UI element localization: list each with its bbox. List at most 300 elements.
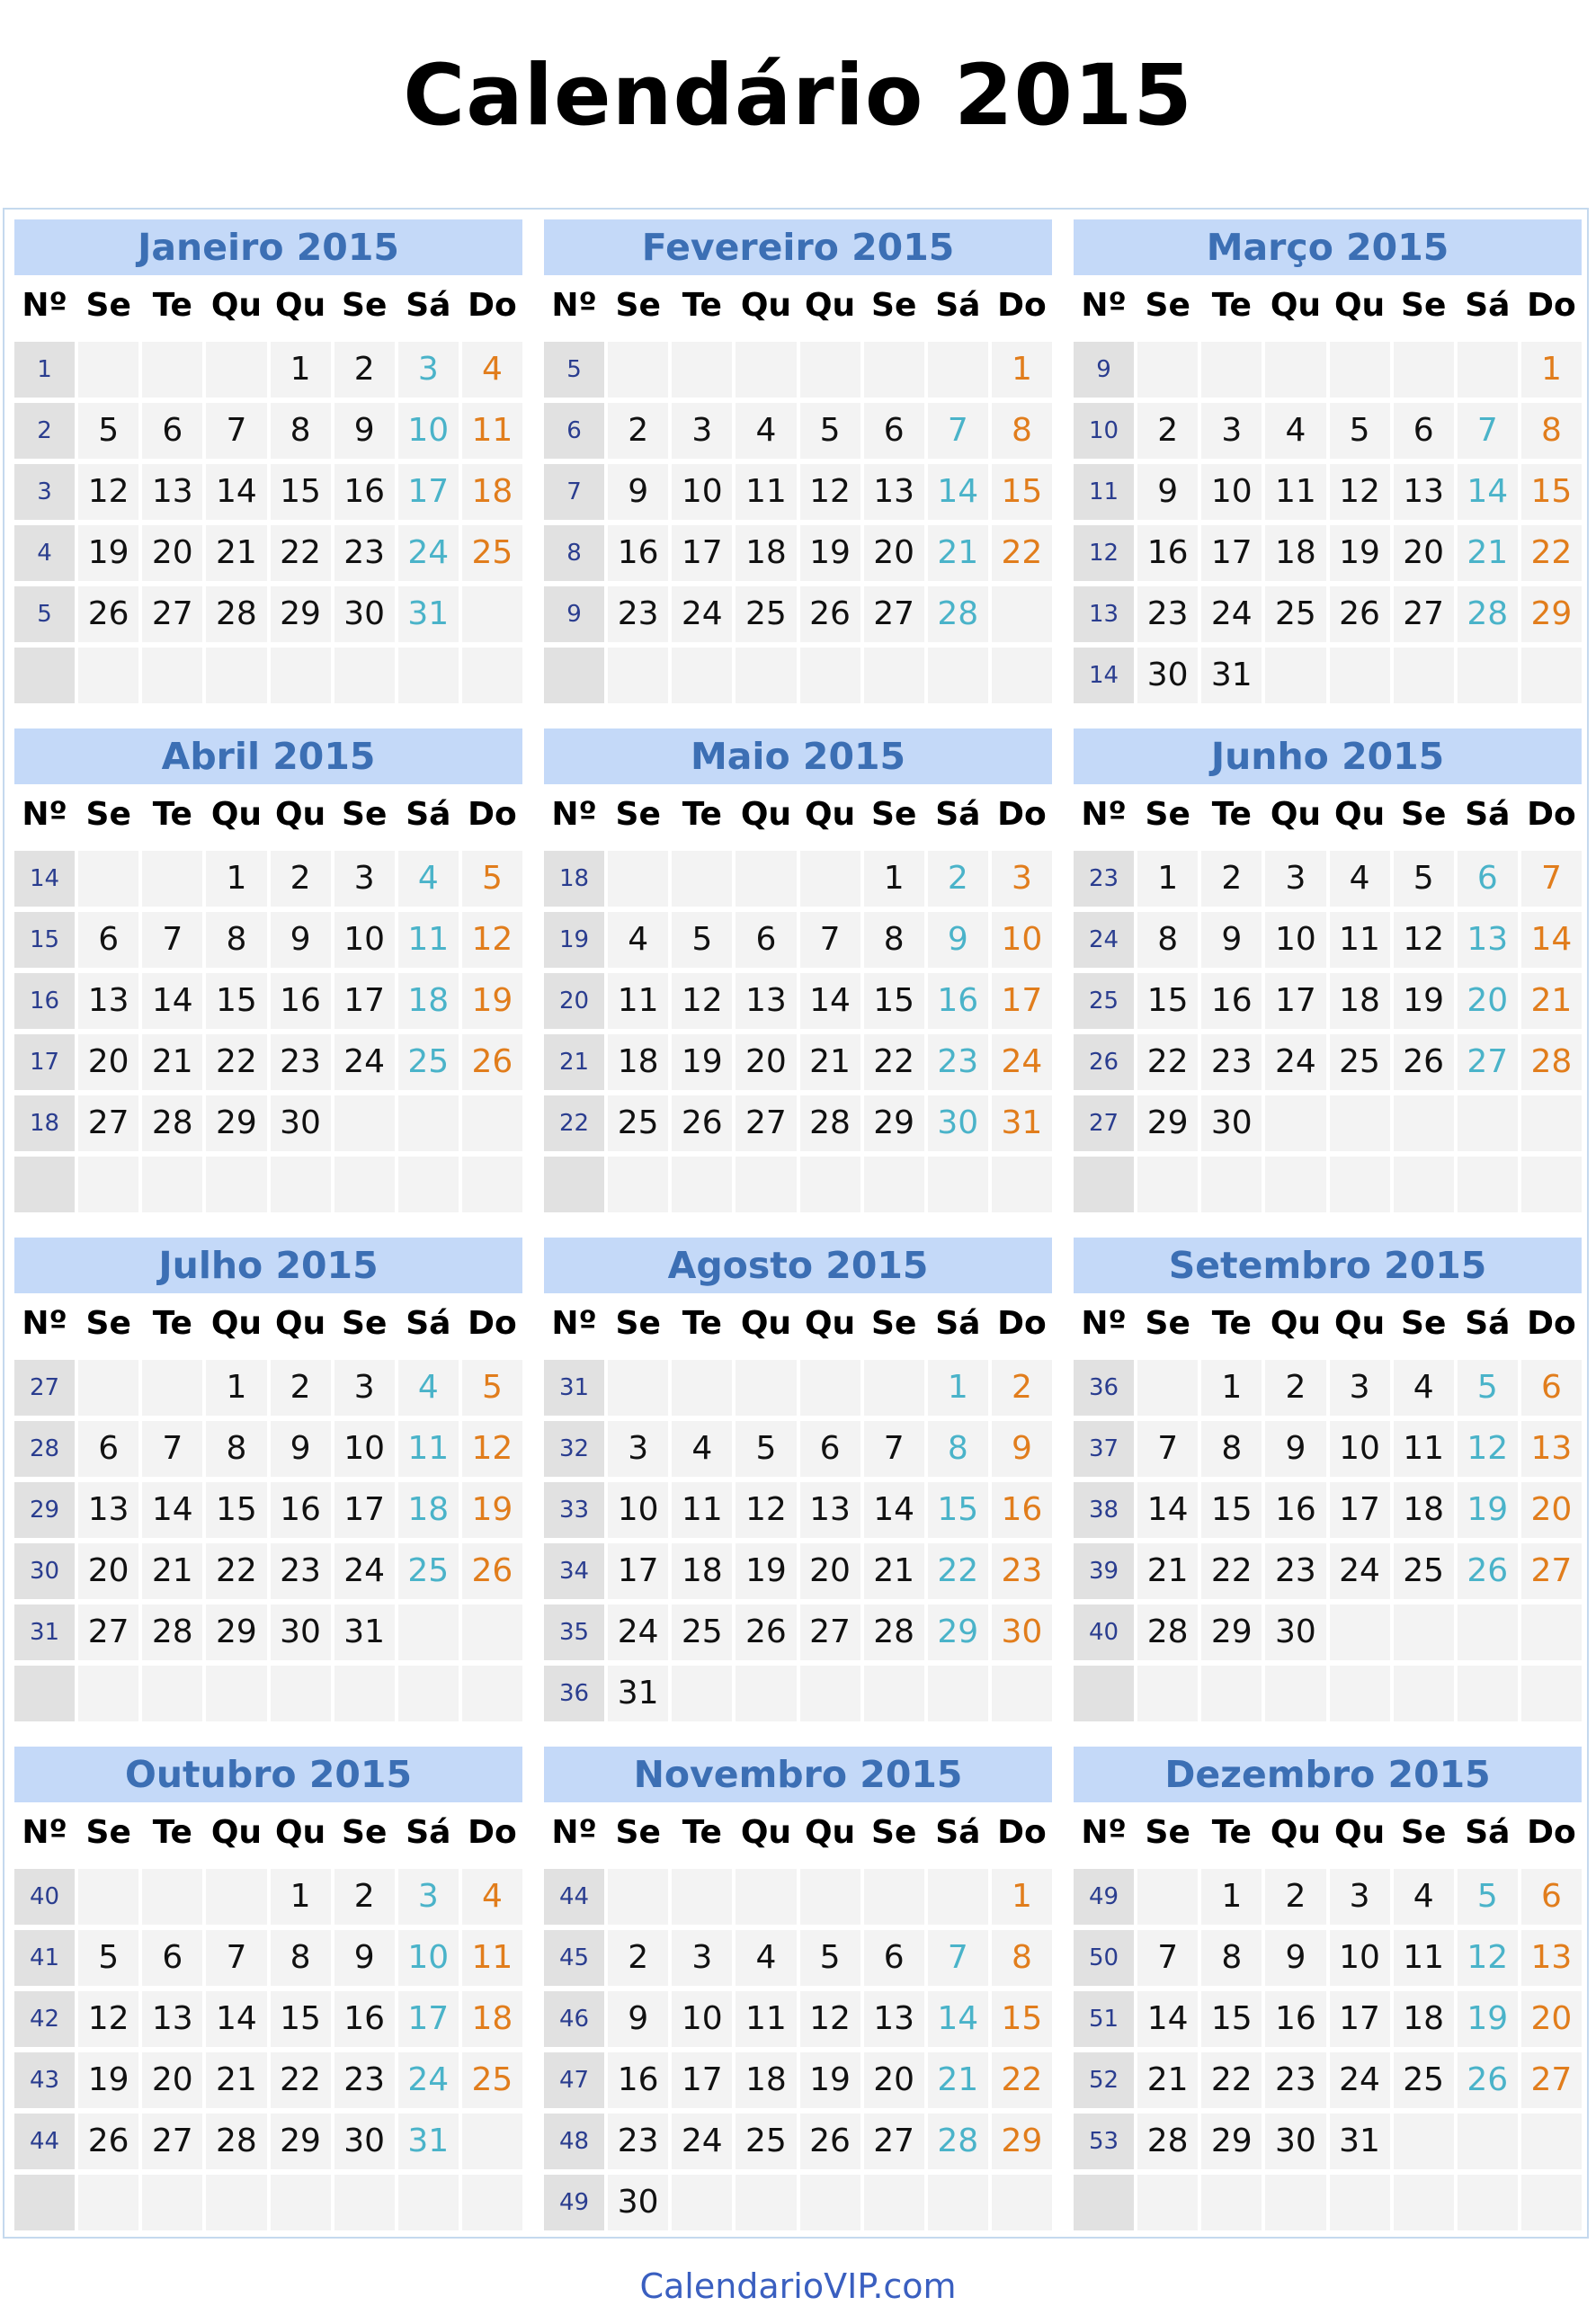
day-cell: 27	[800, 1604, 860, 1660]
day-cell: 3	[334, 1360, 395, 1416]
day-cell	[334, 1666, 395, 1721]
day-cell	[1330, 1666, 1390, 1721]
week-row	[14, 459, 522, 520]
day-cell: 6	[142, 403, 202, 459]
day-cell	[78, 1360, 138, 1416]
day-cell: 12	[1330, 464, 1390, 520]
day-cell: 30	[1265, 2114, 1325, 2169]
day-cell: 5	[78, 1930, 138, 1986]
day-cell: 24	[1201, 586, 1262, 642]
day-cell: 7	[1137, 1930, 1198, 1986]
day-cell: 6	[1394, 403, 1454, 459]
day-cell: 7	[1137, 1421, 1198, 1477]
day-cell	[864, 1869, 924, 1925]
week-row	[1074, 907, 1582, 968]
day-cell: 21	[1137, 1543, 1198, 1599]
weekday-header: Sá	[928, 1802, 988, 1864]
day-cell	[334, 2175, 395, 2230]
weekday-header: Se	[334, 784, 395, 845]
weekday-header: Te	[142, 784, 202, 845]
day-cell: 27	[1394, 586, 1454, 642]
weekday-header-row	[14, 1802, 522, 1864]
day-cell	[736, 1666, 796, 1721]
day-cell: 4	[608, 912, 668, 968]
day-cell: 8	[1201, 1930, 1262, 1986]
week-number-cell: 20	[544, 973, 604, 1029]
week-number-header: Nº	[1074, 1293, 1134, 1354]
day-cell: 13	[78, 973, 138, 1029]
day-cell: 27	[864, 2114, 924, 2169]
day-cell: 24	[334, 1034, 395, 1090]
day-cell: 14	[206, 1991, 266, 2047]
week-number-cell: 19	[544, 912, 604, 968]
day-cell: 17	[334, 973, 395, 1029]
day-cell	[206, 1666, 266, 1721]
day-cell: 28	[1137, 2114, 1198, 2169]
day-cell	[800, 851, 860, 907]
weekday-header-row	[544, 1802, 1052, 1864]
week-number-cell: 36	[1074, 1360, 1134, 1416]
day-cell: 12	[800, 1991, 860, 2047]
weekday-header: Se	[864, 1802, 924, 1864]
week-number-cell	[14, 648, 75, 703]
week-row	[544, 1029, 1052, 1090]
day-cell: 5	[672, 912, 732, 968]
day-cell: 13	[142, 464, 202, 520]
day-cell: 12	[736, 1482, 796, 1538]
week-row	[14, 520, 522, 581]
day-cell	[1137, 2175, 1198, 2230]
weekday-header: Qu	[206, 784, 266, 845]
week-number-cell: 46	[544, 1991, 604, 2047]
weekday-header: Se	[608, 1293, 668, 1354]
day-cell: 21	[142, 1543, 202, 1599]
day-cell: 17	[334, 1482, 395, 1538]
week-row	[14, 1864, 522, 1925]
month-title: Agosto 2015	[544, 1238, 1052, 1293]
weekday-header: Se	[78, 784, 138, 845]
day-cell: 28	[142, 1604, 202, 1660]
day-cell: 1	[864, 851, 924, 907]
week-row	[544, 2108, 1052, 2169]
week-row	[544, 845, 1052, 907]
day-cell: 27	[142, 586, 202, 642]
weekday-header: Qu	[1265, 784, 1325, 845]
day-cell: 1	[992, 1869, 1052, 1925]
day-cell: 21	[1137, 2052, 1198, 2108]
week-number-cell: 6	[544, 403, 604, 459]
week-row	[544, 642, 1052, 703]
week-number-cell: 27	[14, 1360, 75, 1416]
week-number-cell: 40	[14, 1869, 75, 1925]
day-cell	[1458, 2114, 1518, 2169]
week-number-cell: 38	[1074, 1482, 1134, 1538]
day-cell	[1394, 1666, 1454, 1721]
day-cell: 14	[142, 1482, 202, 1538]
week-number-cell: 45	[544, 1930, 604, 1986]
week-row	[1074, 968, 1582, 1029]
day-cell	[992, 648, 1052, 703]
day-cell: 13	[78, 1482, 138, 1538]
day-cell: 20	[1521, 1991, 1582, 2047]
day-cell: 18	[462, 1991, 522, 2047]
day-cell: 1	[1201, 1869, 1262, 1925]
weekday-header-row	[544, 1293, 1052, 1354]
day-cell: 28	[1521, 1034, 1582, 1090]
day-cell	[78, 1157, 138, 1212]
week-number-cell: 42	[14, 1991, 75, 2047]
day-cell: 12	[1458, 1421, 1518, 1477]
week-number-cell: 32	[544, 1421, 604, 1477]
day-cell: 4	[1330, 851, 1390, 907]
day-cell	[1201, 1666, 1262, 1721]
day-cell: 25	[462, 2052, 522, 2108]
day-cell	[462, 2175, 522, 2230]
week-row	[14, 2169, 522, 2230]
day-cell: 9	[1265, 1421, 1325, 1477]
day-cell: 2	[271, 851, 331, 907]
weekday-header: Se	[1137, 1802, 1198, 1864]
day-cell: 22	[992, 525, 1052, 581]
week-number-cell: 31	[14, 1604, 75, 1660]
month-title: Dezembro 2015	[1074, 1747, 1582, 1802]
day-cell: 30	[271, 1095, 331, 1151]
day-cell: 15	[1521, 464, 1582, 520]
week-row	[544, 1660, 1052, 1721]
week-row	[1074, 642, 1582, 703]
weekday-header: Qu	[271, 784, 331, 845]
weekday-header: Qu	[1330, 1293, 1390, 1354]
week-number-cell: 53	[1074, 2114, 1134, 2169]
day-cell	[736, 1360, 796, 1416]
week-number-cell	[14, 2175, 75, 2230]
day-cell: 19	[736, 1543, 796, 1599]
day-cell: 24	[398, 525, 459, 581]
day-cell: 30	[1265, 1604, 1325, 1660]
week-row	[1074, 1660, 1582, 1721]
day-cell: 20	[864, 525, 924, 581]
week-row	[14, 1986, 522, 2047]
day-cell: 2	[1265, 1360, 1325, 1416]
day-cell: 15	[992, 464, 1052, 520]
day-cell: 16	[608, 525, 668, 581]
day-cell	[1458, 648, 1518, 703]
day-cell: 29	[928, 1604, 988, 1660]
day-cell	[142, 342, 202, 398]
weekday-header: Te	[142, 275, 202, 336]
day-cell: 8	[206, 912, 266, 968]
week-number-cell: 21	[544, 1034, 604, 1090]
day-cell: 2	[334, 1869, 395, 1925]
day-cell: 17	[672, 2052, 732, 2108]
day-cell	[78, 1666, 138, 1721]
week-row	[1074, 2047, 1582, 2108]
day-cell	[1201, 1157, 1262, 1212]
week-row	[544, 1864, 1052, 1925]
day-cell: 19	[462, 1482, 522, 1538]
day-cell	[1521, 2114, 1582, 2169]
day-cell: 6	[78, 1421, 138, 1477]
day-cell: 2	[1137, 403, 1198, 459]
week-number-cell: 30	[14, 1543, 75, 1599]
day-cell	[1458, 1666, 1518, 1721]
day-cell: 18	[462, 464, 522, 520]
day-cell: 25	[1394, 2052, 1454, 2108]
day-cell	[1137, 342, 1198, 398]
day-cell	[1394, 2175, 1454, 2230]
day-cell: 1	[271, 1869, 331, 1925]
day-cell: 4	[462, 1869, 522, 1925]
day-cell	[1137, 1666, 1198, 1721]
day-cell	[398, 2175, 459, 2230]
day-cell	[142, 1157, 202, 1212]
week-row	[1074, 1416, 1582, 1477]
week-row	[544, 336, 1052, 398]
day-cell: 28	[206, 2114, 266, 2169]
week-number-cell: 1	[14, 342, 75, 398]
day-cell: 19	[800, 2052, 860, 2108]
month-block	[14, 1238, 522, 1721]
weekday-header: Sá	[398, 275, 459, 336]
day-cell	[864, 342, 924, 398]
week-number-cell: 25	[1074, 973, 1134, 1029]
day-cell: 7	[864, 1421, 924, 1477]
day-cell: 24	[672, 2114, 732, 2169]
day-cell: 14	[1521, 912, 1582, 968]
day-cell	[78, 342, 138, 398]
week-number-cell: 51	[1074, 1991, 1134, 2047]
day-cell: 18	[608, 1034, 668, 1090]
day-cell	[800, 1360, 860, 1416]
week-number-cell: 28	[14, 1421, 75, 1477]
day-cell	[398, 1095, 459, 1151]
day-cell: 28	[864, 1604, 924, 1660]
day-cell: 6	[864, 403, 924, 459]
day-cell	[1330, 1157, 1390, 1212]
day-cell: 11	[608, 973, 668, 1029]
week-number-cell: 49	[1074, 1869, 1134, 1925]
weekday-header: Qu	[736, 784, 796, 845]
day-cell: 28	[928, 2114, 988, 2169]
day-cell: 4	[672, 1421, 732, 1477]
day-cell: 11	[1330, 912, 1390, 968]
weekday-header-row	[14, 1293, 522, 1354]
day-cell	[1330, 648, 1390, 703]
week-number-cell: 39	[1074, 1543, 1134, 1599]
day-cell: 7	[928, 1930, 988, 1986]
week-number-cell: 10	[1074, 403, 1134, 459]
day-cell: 16	[271, 1482, 331, 1538]
weekday-header: Sá	[398, 784, 459, 845]
day-cell	[736, 342, 796, 398]
day-cell: 27	[78, 1095, 138, 1151]
day-cell: 10	[398, 1930, 459, 1986]
day-cell: 2	[608, 1930, 668, 1986]
day-cell: 16	[334, 464, 395, 520]
day-cell: 13	[800, 1482, 860, 1538]
day-cell: 13	[1394, 464, 1454, 520]
week-number-cell: 17	[14, 1034, 75, 1090]
month-title: Junho 2015	[1074, 728, 1582, 784]
day-cell	[1521, 2175, 1582, 2230]
day-cell: 29	[206, 1095, 266, 1151]
day-cell: 25	[398, 1543, 459, 1599]
day-cell	[672, 648, 732, 703]
week-row	[1074, 1090, 1582, 1151]
day-cell: 30	[334, 2114, 395, 2169]
day-cell: 8	[206, 1421, 266, 1477]
weekday-header: Qu	[1265, 1293, 1325, 1354]
day-cell: 29	[864, 1095, 924, 1151]
weekday-header: Do	[992, 1802, 1052, 1864]
day-cell	[271, 2175, 331, 2230]
month-block	[14, 219, 522, 703]
day-cell	[608, 851, 668, 907]
day-cell	[206, 342, 266, 398]
weekday-header: Sá	[398, 1802, 459, 1864]
day-cell	[271, 648, 331, 703]
day-cell: 25	[1394, 1543, 1454, 1599]
day-cell: 15	[864, 973, 924, 1029]
weekday-header: Sá	[1458, 1293, 1518, 1354]
day-cell: 10	[672, 1991, 732, 2047]
day-cell: 1	[1137, 851, 1198, 907]
day-cell: 23	[271, 1034, 331, 1090]
month-block	[1074, 219, 1582, 703]
day-cell: 14	[1137, 1482, 1198, 1538]
week-row	[1074, 1986, 1582, 2047]
day-cell: 20	[864, 2052, 924, 2108]
day-cell: 9	[608, 1991, 668, 2047]
day-cell: 17	[1265, 973, 1325, 1029]
weekday-header: Qu	[800, 784, 860, 845]
day-cell: 3	[1330, 1360, 1390, 1416]
week-row	[544, 1538, 1052, 1599]
day-cell: 20	[78, 1543, 138, 1599]
day-cell: 16	[992, 1482, 1052, 1538]
week-row	[14, 642, 522, 703]
day-cell: 20	[736, 1034, 796, 1090]
day-cell: 26	[462, 1034, 522, 1090]
day-cell	[800, 1869, 860, 1925]
day-cell: 4	[462, 342, 522, 398]
day-cell	[800, 342, 860, 398]
day-cell: 18	[1330, 973, 1390, 1029]
day-cell: 7	[206, 1930, 266, 1986]
day-cell: 25	[462, 525, 522, 581]
month-block	[1074, 1238, 1582, 1721]
day-cell: 1	[928, 1360, 988, 1416]
day-cell: 9	[1265, 1930, 1325, 1986]
week-number-header: Nº	[14, 784, 75, 845]
day-cell	[398, 648, 459, 703]
week-row	[14, 1925, 522, 1986]
day-cell: 12	[78, 1991, 138, 2047]
day-cell	[992, 1666, 1052, 1721]
day-cell: 19	[1458, 1991, 1518, 2047]
week-number-cell: 11	[1074, 464, 1134, 520]
week-number-header: Nº	[14, 1293, 75, 1354]
day-cell: 3	[334, 851, 395, 907]
weekday-header: Te	[672, 1293, 732, 1354]
footer-link[interactable]: CalendarioVIP.com	[639, 2266, 957, 2306]
week-number-cell: 36	[544, 1666, 604, 1721]
day-cell: 9	[928, 912, 988, 968]
day-cell: 19	[1330, 525, 1390, 581]
day-cell: 31	[1201, 648, 1262, 703]
day-cell	[928, 342, 988, 398]
week-number-cell: 26	[1074, 1034, 1134, 1090]
day-cell: 22	[206, 1034, 266, 1090]
months-grid	[14, 219, 1582, 2230]
week-row	[544, 1151, 1052, 1212]
day-cell: 1	[206, 851, 266, 907]
day-cell: 5	[1394, 851, 1454, 907]
day-cell	[672, 342, 732, 398]
day-cell: 28	[928, 586, 988, 642]
day-cell: 19	[78, 525, 138, 581]
weekday-header-row	[14, 275, 522, 336]
week-number-cell: 8	[544, 525, 604, 581]
day-cell: 13	[864, 464, 924, 520]
day-cell	[672, 2175, 732, 2230]
day-cell: 5	[462, 1360, 522, 1416]
month-title: Janeiro 2015	[14, 219, 522, 275]
day-cell: 31	[992, 1095, 1052, 1151]
week-row	[14, 398, 522, 459]
weekday-header: Qu	[736, 1802, 796, 1864]
week-number-cell: 2	[14, 403, 75, 459]
day-cell	[462, 1604, 522, 1660]
day-cell	[928, 1666, 988, 1721]
week-number-cell: 44	[544, 1869, 604, 1925]
day-cell: 12	[800, 464, 860, 520]
day-cell: 30	[1201, 1095, 1262, 1151]
day-cell: 25	[672, 1604, 732, 1660]
day-cell: 16	[928, 973, 988, 1029]
weekday-header: Se	[1137, 275, 1198, 336]
weekday-header: Qu	[1265, 275, 1325, 336]
day-cell: 30	[271, 1604, 331, 1660]
day-cell: 15	[928, 1482, 988, 1538]
day-cell: 23	[992, 1543, 1052, 1599]
day-cell	[1458, 1157, 1518, 1212]
day-cell	[462, 1095, 522, 1151]
day-cell	[1330, 342, 1390, 398]
day-cell: 23	[334, 525, 395, 581]
day-cell	[1394, 648, 1454, 703]
week-number-cell: 9	[544, 586, 604, 642]
week-row	[14, 581, 522, 642]
day-cell: 22	[1137, 1034, 1198, 1090]
day-cell: 3	[608, 1421, 668, 1477]
day-cell: 7	[206, 403, 266, 459]
day-cell: 9	[271, 912, 331, 968]
day-cell: 16	[1265, 1991, 1325, 2047]
week-row	[14, 1538, 522, 1599]
week-row	[14, 1477, 522, 1538]
day-cell	[992, 2175, 1052, 2230]
day-cell: 27	[78, 1604, 138, 1660]
day-cell: 4	[1394, 1869, 1454, 1925]
day-cell: 19	[1458, 1482, 1518, 1538]
day-cell	[864, 2175, 924, 2230]
day-cell	[1458, 1604, 1518, 1660]
day-cell: 5	[1330, 403, 1390, 459]
day-cell: 6	[142, 1930, 202, 1986]
day-cell: 8	[271, 403, 331, 459]
weekday-header: Te	[672, 275, 732, 336]
